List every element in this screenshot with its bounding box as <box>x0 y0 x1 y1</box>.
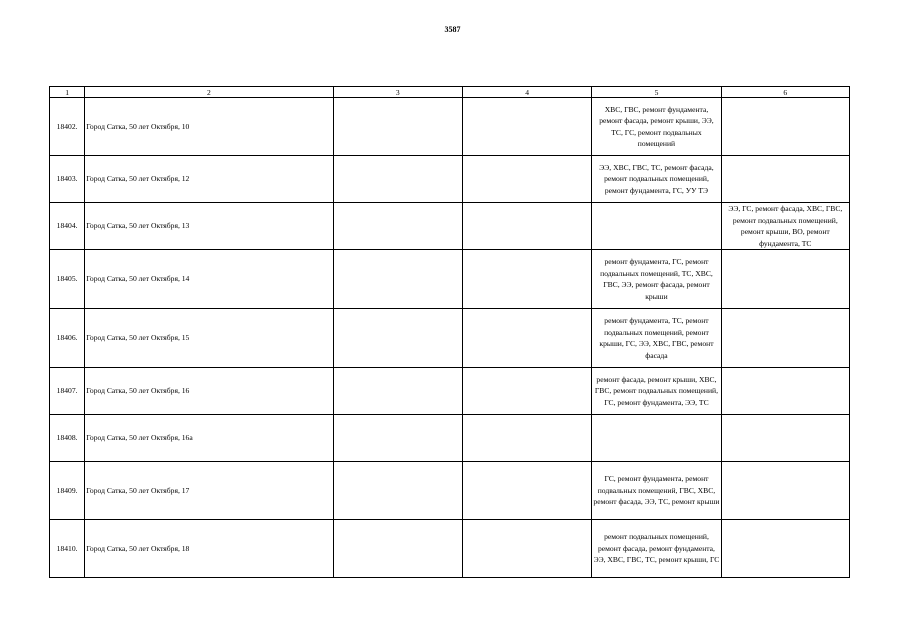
cell-col4 <box>462 98 591 156</box>
cell-col5: ЭЭ, ХВС, ГВС, ТС, ремонт фасада, ремонт подвальных помещений, ремонт фундамента, ГС, УУ ТЭ <box>592 156 721 203</box>
cell-col5: ГС, ремонт фундамента, ремонт подвальных помещений, ГВС, ХВС, ремонт фасада, ЭЭ, ТС, ремонт крыши <box>592 462 721 520</box>
table-row <box>50 98 850 156</box>
row-number: 18402. <box>50 98 85 156</box>
cell-col3 <box>333 156 462 203</box>
column-header: 3 <box>333 87 462 98</box>
row-number: 18409. <box>50 462 85 520</box>
cell-col6 <box>721 368 849 415</box>
cell-col5: ремонт фасада, ремонт крыши, ХВС, ГВС, ремонт подвальных помещений, ГС, ремонт фундамента, ЭЭ, ТС <box>592 368 721 415</box>
cell-col3 <box>333 415 462 462</box>
row-address: Город Сатка, 50 лет Октября, 10 <box>85 98 333 156</box>
row-number: 18406. <box>50 309 85 368</box>
cell-col4 <box>462 415 591 462</box>
cell-col6 <box>721 520 849 578</box>
row-address: Город Сатка, 50 лет Октября, 16а <box>85 415 333 462</box>
header-row <box>50 87 850 98</box>
cell-col6 <box>721 156 849 203</box>
cell-col4 <box>462 156 591 203</box>
cell-col5: ремонт подвальных помещений, ремонт фасада, ремонт фундамента, ЭЭ, ХВС, ГВС, ТС, ремонт крыши, ГС <box>592 520 721 578</box>
cell-col5 <box>592 203 721 250</box>
column-header: 5 <box>592 87 721 98</box>
cell-col6 <box>721 462 849 520</box>
cell-col5: ХВС, ГВС, ремонт фундамента, ремонт фасада, ремонт крыши, ЭЭ, ТС, ГС, ремонт подвальных помещений <box>592 98 721 156</box>
row-address: Город Сатка, 50 лет Октября, 13 <box>85 203 333 250</box>
table-row <box>50 250 850 309</box>
cell-col4 <box>462 203 591 250</box>
cell-col3 <box>333 98 462 156</box>
row-number: 18405. <box>50 250 85 309</box>
row-address: Город Сатка, 50 лет Октября, 18 <box>85 520 333 578</box>
column-header: 2 <box>85 87 333 98</box>
cell-col3 <box>333 368 462 415</box>
table-row <box>50 520 850 578</box>
cell-col5 <box>592 415 721 462</box>
cell-col3 <box>333 462 462 520</box>
row-address: Город Сатка, 50 лет Октября, 14 <box>85 250 333 309</box>
cell-col3 <box>333 203 462 250</box>
row-number: 18403. <box>50 156 85 203</box>
column-header: 1 <box>50 87 85 98</box>
cell-col6 <box>721 309 849 368</box>
cell-col6 <box>721 98 849 156</box>
cell-col5: ремонт фундамента, ТС, ремонт подвальных помещений, ремонт крыши, ГС, ЭЭ, ХВС, ГВС, ремонт фасада <box>592 309 721 368</box>
table-row <box>50 415 850 462</box>
column-header: 4 <box>462 87 591 98</box>
row-address: Город Сатка, 50 лет Октября, 17 <box>85 462 333 520</box>
table-row <box>50 309 850 368</box>
table-row <box>50 203 850 250</box>
cell-col6 <box>721 250 849 309</box>
row-number: 18407. <box>50 368 85 415</box>
cell-col6: ЭЭ, ГС, ремонт фасада, ХВС, ГВС, ремонт подвальных помещений, ремонт крыши, ВО, ремонт фундамента, ТС <box>721 203 849 250</box>
registry-table <box>49 86 850 578</box>
cell-col4 <box>462 309 591 368</box>
row-number: 18408. <box>50 415 85 462</box>
cell-col4 <box>462 368 591 415</box>
cell-col3 <box>333 250 462 309</box>
table-row <box>50 368 850 415</box>
cell-col3 <box>333 309 462 368</box>
row-address: Город Сатка, 50 лет Октября, 12 <box>85 156 333 203</box>
column-header: 6 <box>721 87 849 98</box>
table-row <box>50 462 850 520</box>
cell-col4 <box>462 462 591 520</box>
cell-col4 <box>462 250 591 309</box>
row-number: 18404. <box>50 203 85 250</box>
row-address: Город Сатка, 50 лет Октября, 15 <box>85 309 333 368</box>
row-number: 18410. <box>50 520 85 578</box>
cell-col3 <box>333 520 462 578</box>
page-number: 3587 <box>444 25 461 34</box>
cell-col4 <box>462 520 591 578</box>
cell-col5: ремонт фундамента, ГС, ремонт подвальных помещений, ТС, ХВС, ГВС, ЭЭ, ремонт фасада, ремонт крыши <box>592 250 721 309</box>
table-row <box>50 156 850 203</box>
cell-col6 <box>721 415 849 462</box>
row-address: Город Сатка, 50 лет Октября, 16 <box>85 368 333 415</box>
